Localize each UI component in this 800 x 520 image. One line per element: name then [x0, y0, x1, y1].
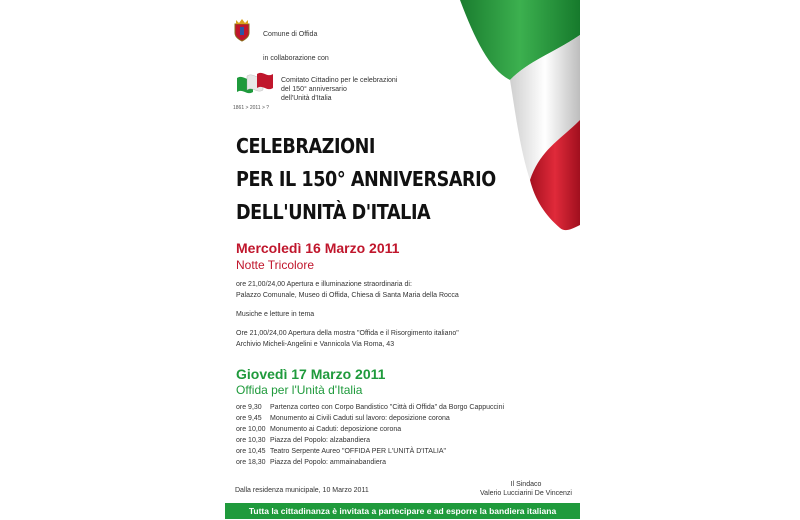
logo-years: 1861 > 2011 > ? — [233, 105, 270, 111]
schedule-row — [236, 424, 504, 435]
schedule-event: Monumento ai Caduti: deposizione corona — [270, 426, 402, 433]
page-title — [236, 130, 531, 229]
mayor-name: Valerio Lucciarini De Vincenzi — [480, 490, 572, 497]
day1-name: Notte Tricolore — [236, 258, 315, 272]
day1-date: Mercoledì 16 Marzo 2011 — [236, 240, 400, 256]
schedule-time: ore 10,45 — [236, 448, 266, 455]
title-line-2: PER IL 150° ANNIVERSARIO — [236, 167, 496, 191]
day2-name: Offida per l'Unità d'Italia — [236, 383, 363, 397]
mini-flags-icon — [233, 72, 275, 98]
committee-line-2: del 150° anniversario — [281, 86, 347, 93]
mayor-role: Il Sindaco — [510, 481, 542, 488]
day1-p3-line-2: Archivio Micheli-Angelini e Vannicola Via Roma, 43 — [236, 341, 395, 348]
signature-block — [480, 480, 572, 498]
invitation-banner: Tutta la cittadinanza è invitata a partecipare e ad esporre la bandiera italiana — [225, 503, 580, 519]
schedule-time: ore 18,30 — [236, 459, 266, 466]
schedule-row — [236, 402, 504, 413]
day2-date: Giovedì 17 Marzo 2011 — [236, 366, 386, 382]
title-line-1: CELEBRAZIONI — [236, 134, 376, 158]
schedule-time: ore 9,45 — [236, 415, 262, 422]
day2-schedule — [236, 402, 504, 468]
committee-line-3: dell'Unità d'Italia — [281, 95, 332, 102]
day1-p1-line-1: ore 21,00/24,00 Apertura e illuminazione straordinaria di: — [236, 281, 412, 288]
schedule-event: Teatro Serpente Aureo "OFFIDA PER L'UNITÀ D'ITALIA" — [270, 448, 446, 455]
schedule-event: Piazza del Popolo: alzabandiera — [270, 437, 371, 444]
title-line-3: DELL'UNITÀ D'ITALIA — [236, 200, 431, 224]
day1-p3-line-1: Ore 21,00/24,00 Apertura della mostra "Offida e il Risorgimento italiano" — [236, 330, 459, 337]
day1-paragraph-1 — [236, 279, 459, 301]
schedule-row — [236, 446, 504, 457]
schedule-time: ore 9,30 — [236, 404, 262, 411]
schedule-row — [236, 413, 504, 424]
place-date: Dalla residenza municipale, 10 Marzo 2011 — [235, 487, 369, 494]
committee-line-1: Comitato Cittadino per le celebrazioni — [281, 77, 398, 84]
schedule-time: ore 10,00 — [236, 426, 266, 433]
day1-paragraph-2: Musiche e letture in tema — [236, 311, 315, 318]
schedule-event: Partenza corteo con Corpo Bandistico "Città di Offida" da Borgo Cappuccini — [270, 404, 505, 411]
anniversary-logo — [233, 72, 275, 111]
coat-of-arms-icon — [233, 18, 251, 42]
schedule-time: ore 10,30 — [236, 437, 266, 444]
day1-p1-line-2: Palazzo Comunale, Museo di Offida, Chiesa di Santa Maria della Rocca — [236, 292, 459, 299]
schedule-event: Monumento ai Civili Caduti sul lavoro: deposizione corona — [270, 415, 450, 422]
poster — [225, 0, 580, 520]
schedule-event: Piazza del Popolo: ammainabandiera — [270, 459, 386, 466]
committee-text — [281, 76, 397, 103]
day1-paragraph-3 — [236, 328, 459, 350]
schedule-row — [236, 435, 504, 446]
collaboration-text: in collaborazione con — [263, 55, 329, 62]
municipality-name: Comune di Offida — [263, 31, 318, 38]
schedule-row — [236, 457, 504, 468]
